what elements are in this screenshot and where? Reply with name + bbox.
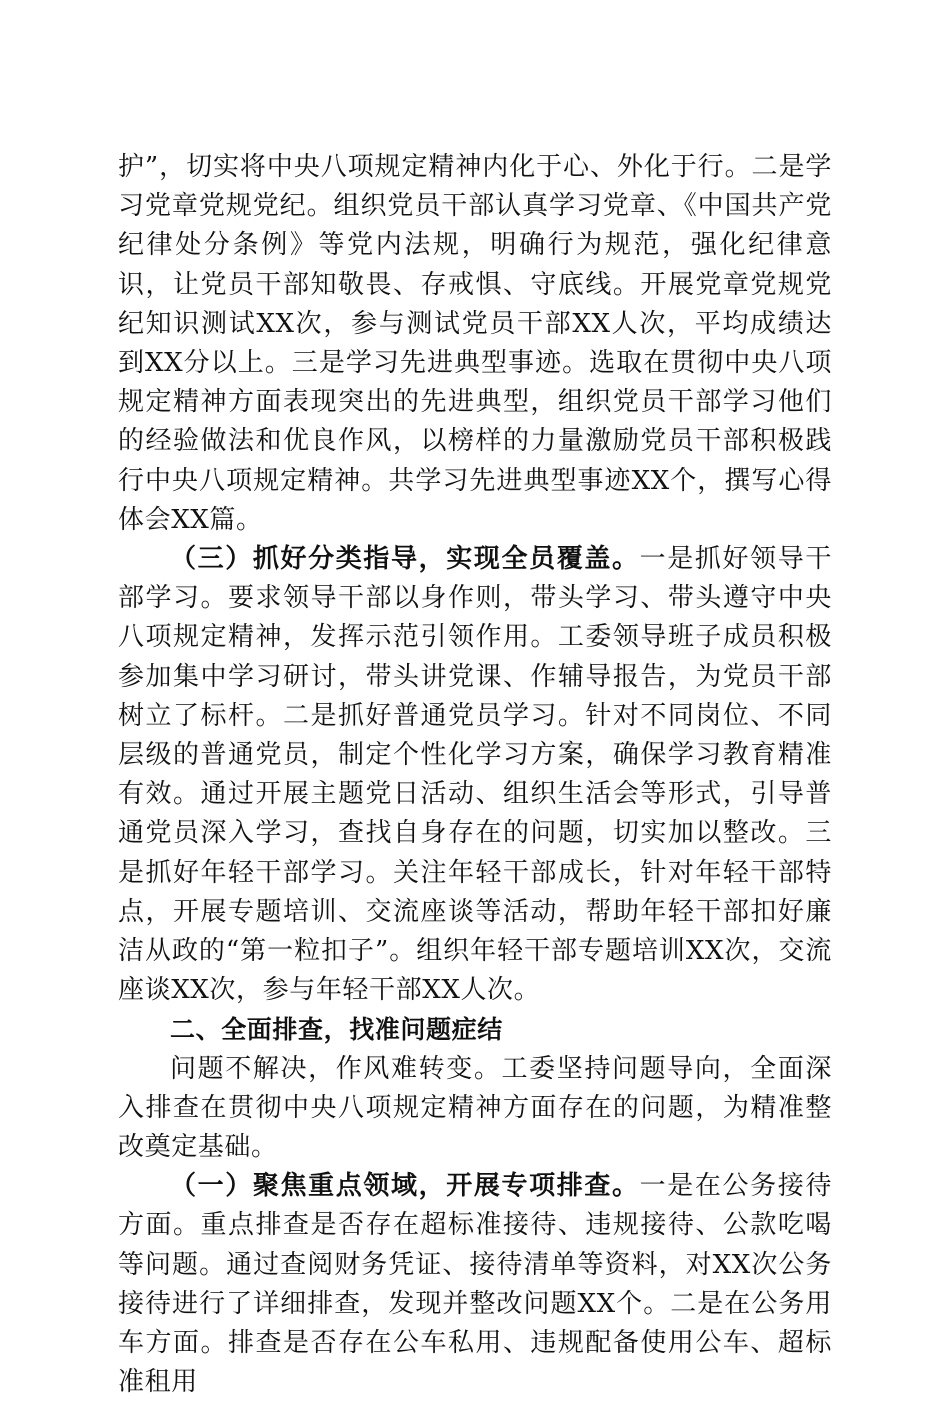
- section-heading-two: 二、全面排查，找准问题症结: [170, 1015, 503, 1045]
- paragraph-classified-guidance: [118, 540, 832, 1010]
- document-body: [118, 148, 832, 1403]
- paragraph-text: 问题不解决，作风难转变。工委坚持问题导向，全面深入排查在贯彻中央八项规定精神方面存在的问题，为精准整改奠定基础。: [118, 1053, 832, 1163]
- paragraph-text: 护”，切实将中央八项规定精神内化于心、外化于行。二是学习党章党规党纪。组织党员干部认真学习党章、《中国共产党纪律处分条例》等党内法规，明确行为规范，强化纪律意识，让党员干部知敬畏、存戒惧、守底线。开展党章党规党纪知识测试XX次，参与测试党员干部XX人次，平均成绩达到XX分以上。三是学习先进典型事迹。选取在贯彻中央八项规定精神方面表现突出的先进典型，组织党员干部学习他们的经验做法和优良作风，以榜样的力量激励党员干部积极践行中央八项规定精神。共学习先进典型事迹XX个，撰写心得体会XX篇。: [118, 152, 832, 535]
- subsection-heading-three: （三）抓好分类指导，实现全员覆盖。: [170, 544, 640, 575]
- paragraph-text: 一是在公务接待方面。重点排查是否存在超标准接待、违规接待、公款吃喝等问题。通过查阅财务凭证、接待清单等资料，对XX次公务接待进行了详细排查，发现并整改问题XX个。二是在公务用车方面。排查是否存在公车私用、违规配备使用公车、超标准租用: [118, 1171, 832, 1398]
- subsection-heading-one: （一）聚焦重点领域，开展专项排查。: [170, 1171, 640, 1202]
- paragraph-problem-orientation: [118, 1050, 832, 1168]
- paragraph-study-continuation: [118, 148, 832, 540]
- paragraph-special-inspection: [118, 1167, 832, 1402]
- paragraph-text: 一是抓好领导干部学习。要求领导干部以身作则，带头学习、带头遵守中央八项规定精神，发挥示范引领作用。工委领导班子成员积极参加集中学习研讨，带头讲党课、作辅导报告，为党员干部树立了标杆。二是抓好普通党员学习。针对不同岗位、不同层级的普通党员，制定个性化学习方案，确保学习教育精准有效。通过开展主题党日活动、组织生活会等形式，引导普通党员深入学习，查找自身存在的问题，切实加以整改。三是抓好年轻干部学习。关注年轻干部成长，针对年轻干部特点，开展专题培训、交流座谈等活动，帮助年轻干部扣好廉洁从政的“第一粒扣子”。组织年轻干部专题培训XX次，交流座谈XX次，参与年轻干部XX人次。: [118, 544, 832, 1006]
